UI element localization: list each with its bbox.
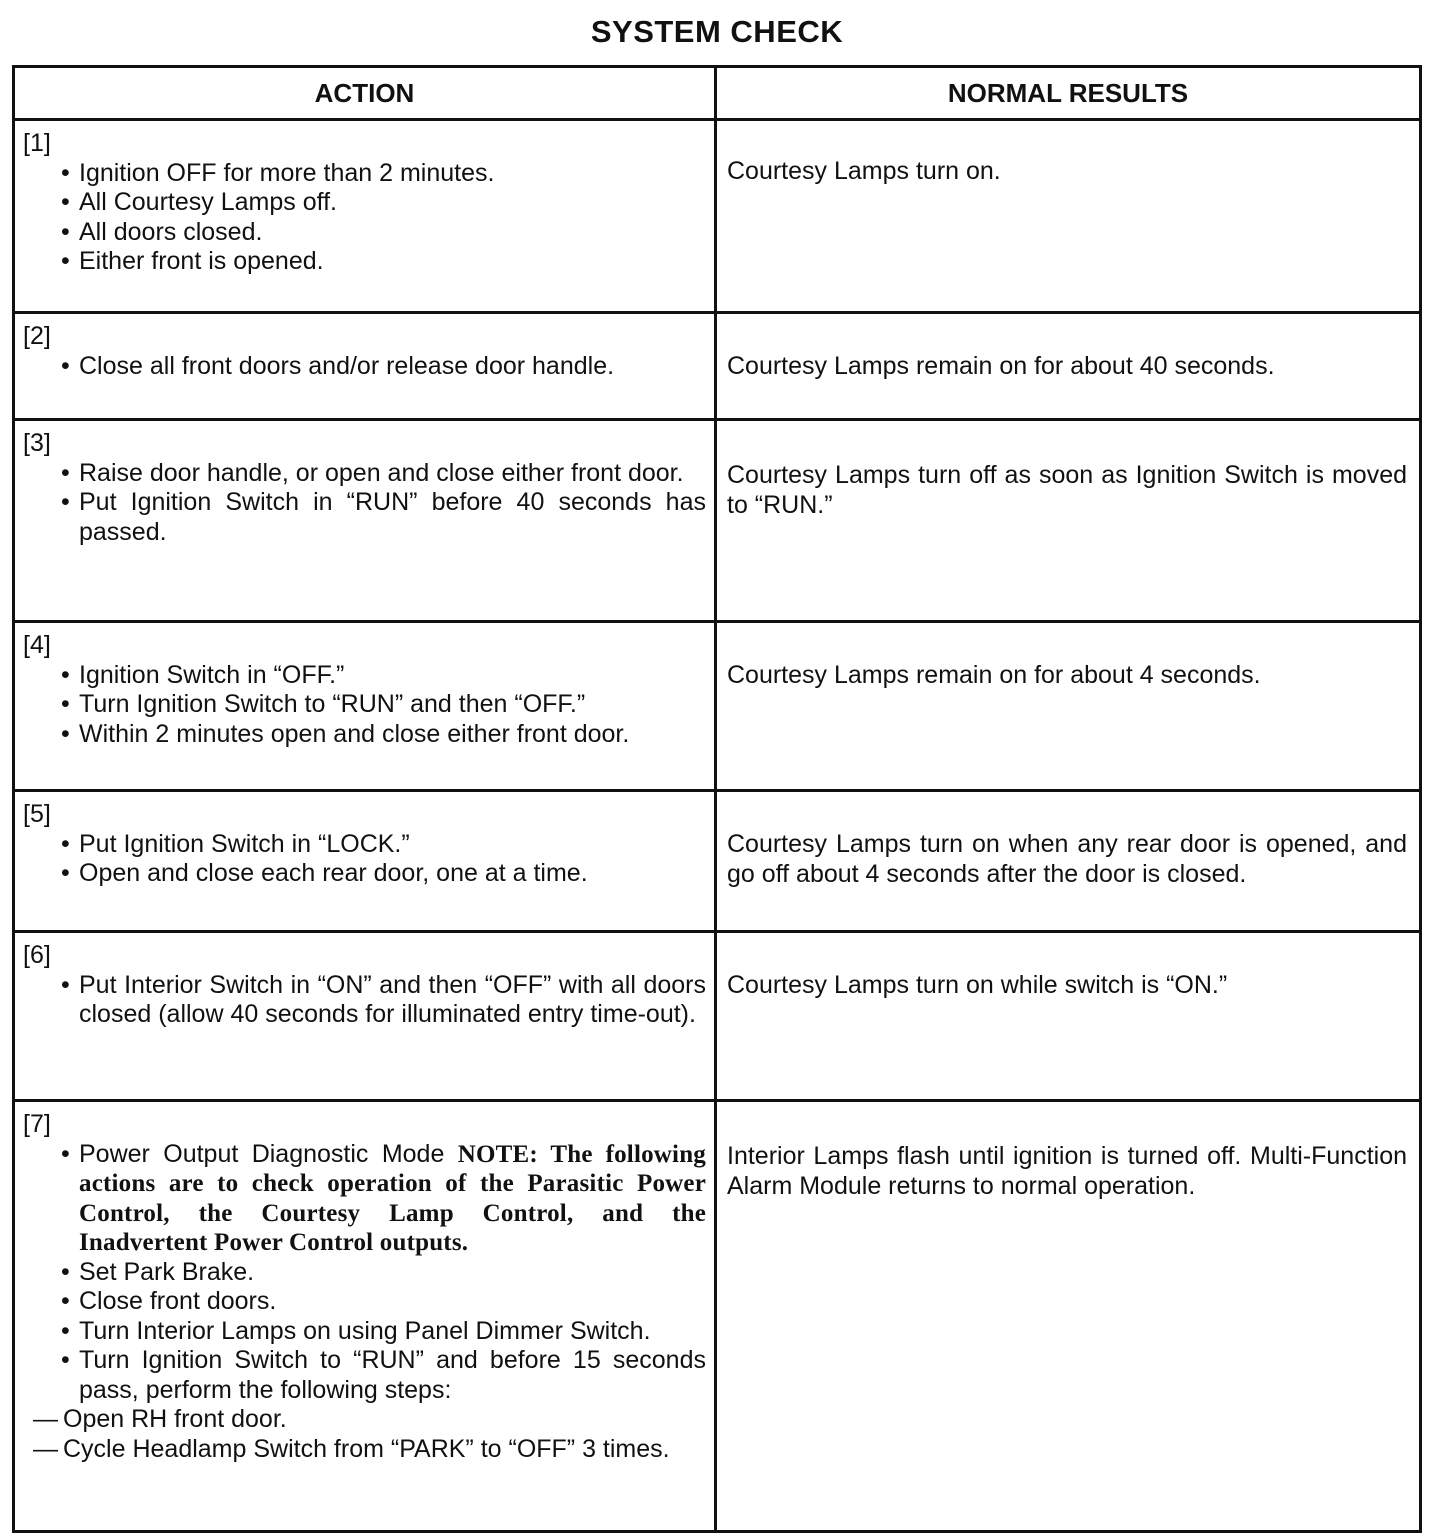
action-cell xyxy=(14,120,716,313)
action-item: • Close front doors. xyxy=(61,1287,706,1317)
mode-label: Power Output Diagnostic Mode xyxy=(79,1139,445,1168)
action-cell xyxy=(14,420,716,622)
step-label: [6] xyxy=(23,941,51,969)
action-item: • Either front is opened. xyxy=(61,247,706,277)
action-list xyxy=(23,830,706,889)
action-list xyxy=(23,661,706,750)
step-label: [4] xyxy=(23,631,51,659)
result-cell: Interior Lamps flash until ignition is turned off. Multi-Function Alarm Module returns to normal operation. xyxy=(716,1101,1421,1532)
action-cell xyxy=(14,932,716,1101)
table-row xyxy=(14,1101,1421,1532)
action-list xyxy=(23,159,706,277)
action-list xyxy=(23,352,706,382)
action-item: • Ignition OFF for more than 2 minutes. xyxy=(61,159,706,189)
sub-step-list xyxy=(23,1405,706,1464)
action-item: • Turn Ignition Switch to “RUN” and before 15 seconds pass, perform the following steps: xyxy=(61,1346,706,1405)
action-item: • Open and close each rear door, one at a time. xyxy=(61,859,706,889)
table-row xyxy=(14,120,1421,313)
header-action: ACTION xyxy=(14,67,716,120)
action-item: • Close all front doors and/or release door handle. xyxy=(61,352,706,382)
table-row xyxy=(14,420,1421,622)
table-row xyxy=(14,313,1421,420)
action-item xyxy=(61,1140,706,1258)
action-item: • Turn Ignition Switch to “RUN” and then “OFF.” xyxy=(61,690,706,720)
step-label: [2] xyxy=(23,322,51,350)
sub-step-item: — Cycle Headlamp Switch from “PARK” to “OFF” 3 times. xyxy=(33,1435,706,1465)
action-item: • Set Park Brake. xyxy=(61,1258,706,1288)
result-cell: Courtesy Lamps remain on for about 4 seconds. xyxy=(716,622,1421,791)
action-cell xyxy=(14,791,716,932)
action-item: • Put Ignition Switch in “RUN” before 40 seconds has passed. xyxy=(61,488,706,547)
action-list xyxy=(23,1140,706,1406)
action-item: • Within 2 minutes open and close either front door. xyxy=(61,720,706,750)
action-list xyxy=(23,459,706,548)
action-item: • All doors closed. xyxy=(61,218,706,248)
result-cell: Courtesy Lamps turn off as soon as Ignition Switch is moved to “RUN.” xyxy=(716,420,1421,622)
result-cell: Courtesy Lamps remain on for about 40 seconds. xyxy=(716,313,1421,420)
action-item: • Raise door handle, or open and close either front door. xyxy=(61,459,706,489)
result-cell: Courtesy Lamps turn on. xyxy=(716,120,1421,313)
header-row xyxy=(14,67,1421,120)
action-list xyxy=(23,971,706,1030)
system-check-table xyxy=(12,65,1422,1533)
action-item: • Turn Interior Lamps on using Panel Dimmer Switch. xyxy=(61,1317,706,1347)
note-text: NOTE: The following actions are to check operation of the Parasitic Power Control, the Courtesy Lamp Control, and the Inadvertent Power Control outputs. xyxy=(79,1140,707,1256)
result-cell: Courtesy Lamps turn on when any rear door is opened, and go off about 4 seconds after the door is closed. xyxy=(716,791,1421,932)
action-cell xyxy=(14,1101,716,1532)
action-cell xyxy=(14,622,716,791)
action-item: • Put Interior Switch in “ON” and then “OFF” with all doors closed (allow 40 seconds for illuminated entry time-out). xyxy=(61,971,706,1030)
result-cell: Courtesy Lamps turn on while switch is “ON.” xyxy=(716,932,1421,1101)
step-label: [1] xyxy=(23,129,51,157)
action-item: • Put Ignition Switch in “LOCK.” xyxy=(61,830,706,860)
table-row xyxy=(14,622,1421,791)
page-title: SYSTEM CHECK xyxy=(590,14,844,49)
table-row xyxy=(14,791,1421,932)
step-label: [3] xyxy=(23,429,51,457)
header-normal-results: NORMAL RESULTS xyxy=(716,67,1421,120)
action-item: • All Courtesy Lamps off. xyxy=(61,188,706,218)
step-label: [5] xyxy=(23,800,51,828)
step-label: [7] xyxy=(23,1110,51,1138)
action-cell xyxy=(14,313,716,420)
sub-step-item: — Open RH front door. xyxy=(33,1405,706,1435)
action-item: • Ignition Switch in “OFF.” xyxy=(61,661,706,691)
table-row xyxy=(14,932,1421,1101)
